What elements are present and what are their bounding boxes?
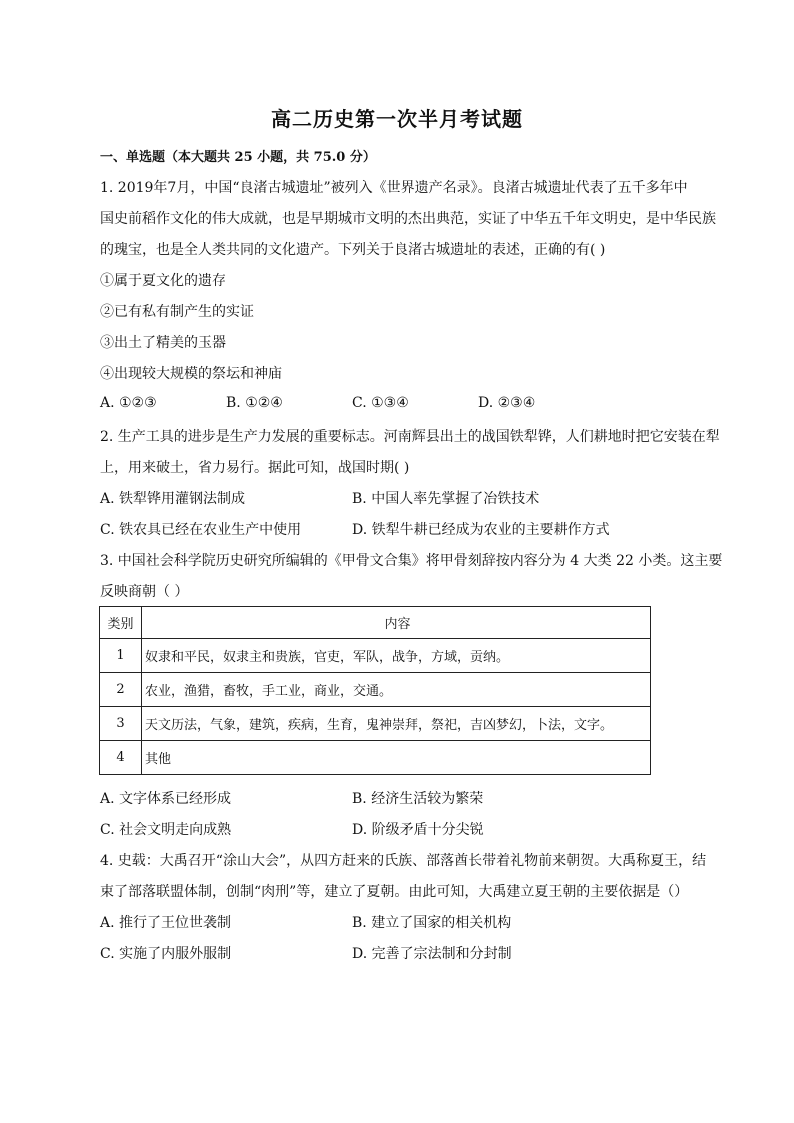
- q3-option-d: D. 阶级矛盾十分尖锐: [352, 822, 484, 838]
- q1-option-c: C. ①③④: [352, 395, 409, 411]
- q3-stem-line-1: 3. 中国社会科学院历史研究所编辑的《甲骨文合集》将甲骨刻辞按内容分为 4 大类 22 小类。这主要: [100, 553, 723, 569]
- table-header-row: [100, 607, 651, 639]
- q4-option-a: A. 推行了王位世袭制: [100, 915, 232, 931]
- q3-option-b: B. 经济生活较为繁荣: [352, 791, 484, 807]
- q2-option-a: A. 铁犁铧用灌钢法制成: [100, 491, 246, 507]
- q1-option-d: D. ②③④: [478, 395, 536, 411]
- exam-title: 高二历史第一次半月考试题: [271, 107, 523, 131]
- table-cell-category: 4: [100, 741, 142, 775]
- table-row: [100, 673, 651, 707]
- q1-option-b: B. ①②④: [226, 395, 283, 411]
- table-header-content: 内容: [142, 607, 651, 639]
- table-header-category: 类别: [100, 607, 142, 639]
- q2-option-d: D. 铁犁牛耕已经成为农业的主要耕作方式: [352, 522, 610, 538]
- q1-stem-line-1: 1. 2019年7月，中国“良渚古城遗址”被列入《世界遗产名录》。良渚古城遗址代表了五千多年中: [100, 180, 688, 196]
- section-header: 一、单选题（本大题共 25 小题，共 75.0 分）: [100, 150, 376, 165]
- q2-option-c: C. 铁农具已经在农业生产中使用: [100, 522, 302, 538]
- q1-statement-1: ①属于夏文化的遗存: [100, 273, 226, 289]
- q4-option-b: B. 建立了国家的相关机构: [352, 915, 512, 931]
- q1-statement-4: ④出现较大规模的祭坛和神庙: [100, 366, 282, 382]
- q2-stem-line-1: 2. 生产工具的进步是生产力发展的重要标志。河南辉县出土的战国铁犁铧，人们耕地时把它安装在犁: [100, 429, 720, 445]
- q3-option-a: A. 文字体系已经形成: [100, 791, 232, 807]
- table-cell-content: 奴隶和平民，奴隶主和贵族，官吏，军队，战争，方域，贡纳。: [142, 639, 651, 673]
- table-cell-category: 3: [100, 707, 142, 741]
- q1-stem-line-2: 国史前稻作文化的伟大成就，也是早期城市文明的杰出典范，实证了中华五千年文明史，是中华民族: [100, 211, 716, 227]
- table-cell-category: 2: [100, 673, 142, 707]
- q1-statement-2: ②已有私有制产生的实证: [100, 304, 254, 320]
- q2-stem-line-2: 上，用来破土，省力易行。据此可知，战国时期( ): [100, 460, 410, 476]
- table-row: [100, 639, 651, 673]
- oracle-bone-category-table: [99, 606, 651, 775]
- table-cell-category: 1: [100, 639, 142, 673]
- q3-option-c: C. 社会文明走向成熟: [100, 822, 232, 838]
- q1-statement-3: ③出土了精美的玉器: [100, 335, 226, 351]
- q4-stem-line-2: 束了部落联盟体制，创制“肉刑”等，建立了夏朝。由此可知，大禹建立夏王朝的主要依据是（）: [100, 884, 689, 900]
- q4-option-d: D. 完善了宗法制和分封制: [352, 946, 512, 962]
- table-cell-content: 农业，渔猎，畜牧，手工业，商业，交通。: [142, 673, 651, 707]
- q2-option-b: B. 中国人率先掌握了冶铁技术: [352, 491, 540, 507]
- table-row: [100, 707, 651, 741]
- q1-stem-line-3: 的瑰宝，也是全人类共同的文化遗产。下列关于良渚古城遗址的表述，正确的有( ): [100, 242, 606, 258]
- q3-stem-line-2: 反映商朝（ ）: [100, 584, 189, 600]
- q1-option-a: A. ①②③: [100, 395, 157, 411]
- table-row: [100, 741, 651, 775]
- q4-stem-line-1: 4. 史载：大禹召开“涂山大会”，从四方赶来的氏族、部落酋长带着礼物前来朝贺。大禹称夏王，结: [100, 853, 707, 869]
- table-cell-content: 其他: [142, 741, 651, 775]
- table-cell-content: 天文历法，气象，建筑，疾病，生育，鬼神崇拜，祭祀，吉凶梦幻，卜法，文字。: [142, 707, 651, 741]
- q4-option-c: C. 实施了内服外服制: [100, 946, 232, 962]
